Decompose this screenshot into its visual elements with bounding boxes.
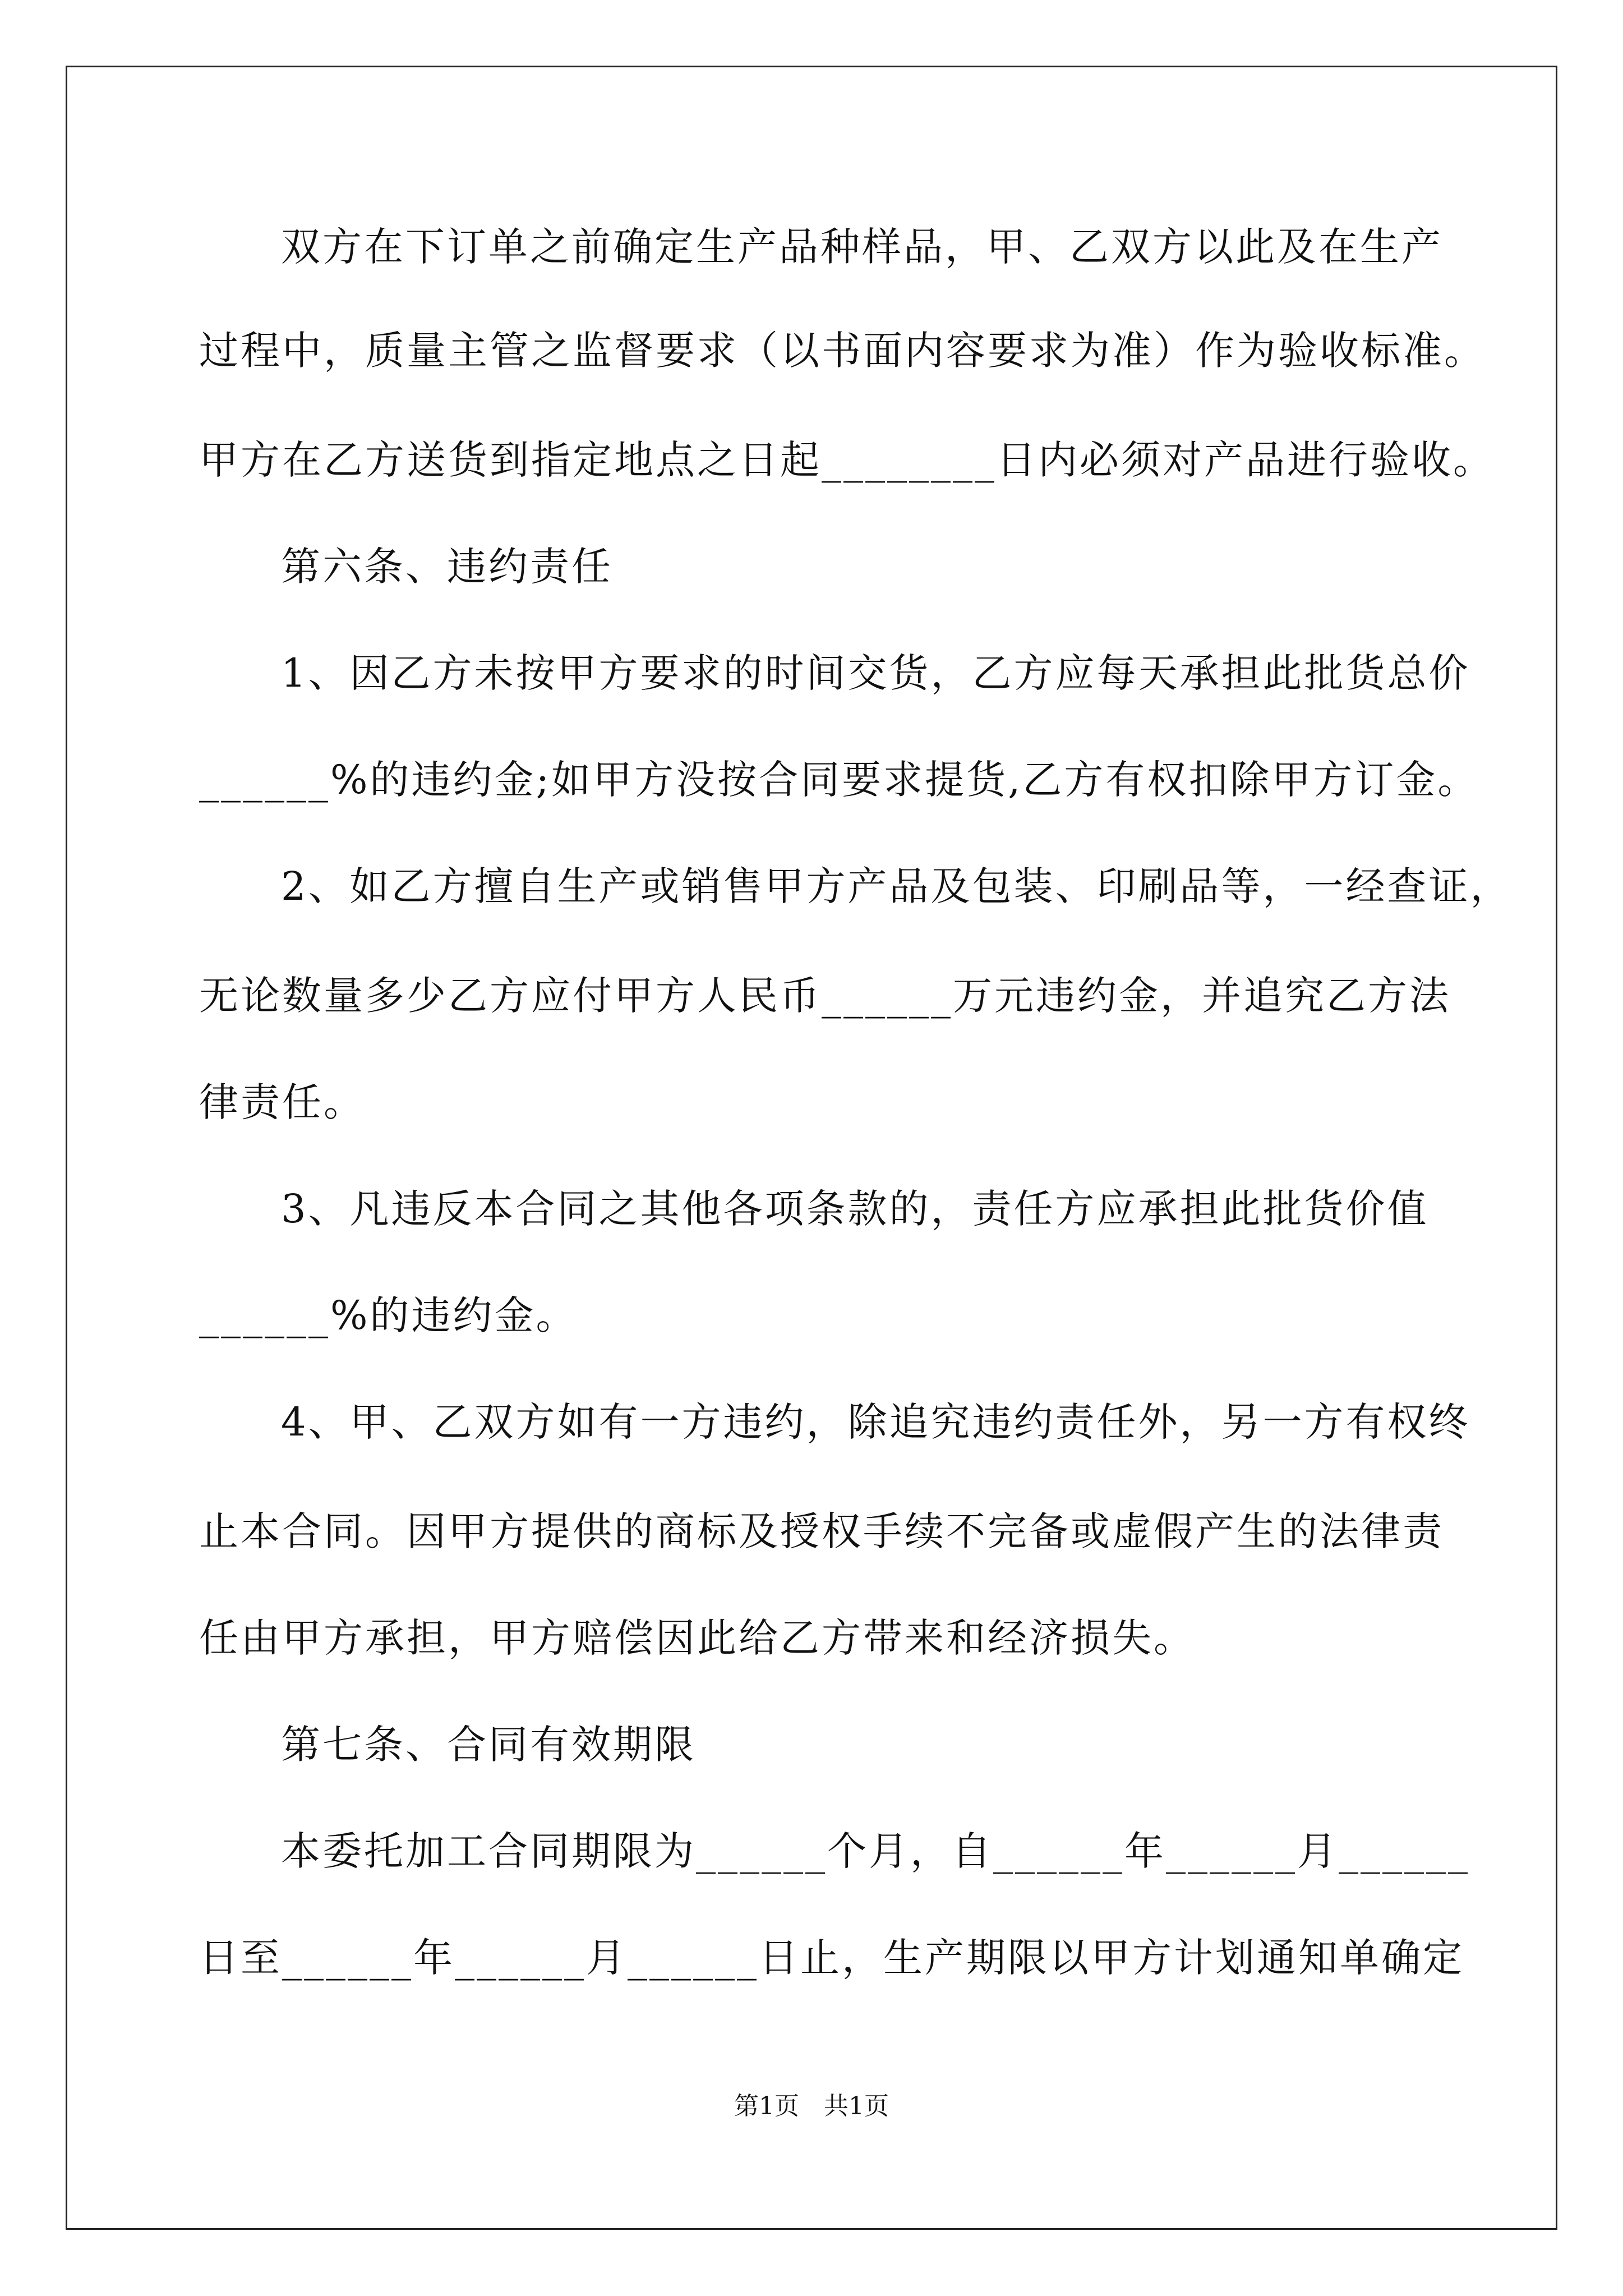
paragraph-line: 3、凡违反本合同之其他各项条款的，责任方应承担此批货价值 [281, 1186, 1429, 1232]
paragraph-line: 双方在下订单之前确定生产品种样品，甲、乙双方以此及在生产 [281, 224, 1443, 270]
paragraph-line: 日至______年______月______日止，生产期限以甲方计划通知单确定 [199, 1935, 1464, 1981]
section-heading: 第七条、合同有效期限 [281, 1722, 696, 1768]
paragraph-line: 1、因乙方未按甲方要求的时间交货，乙方应每天承担此批货总价 [281, 650, 1470, 696]
paragraph-line: 无论数量多少乙方应付甲方人民币______万元违约金，并追究乙方法 [199, 973, 1451, 1019]
paragraph-line: 止本合同。因甲方提供的商标及授权手续不完备或虚假产生的法律责 [199, 1508, 1444, 1554]
page-number-footer: 第1页 共1页 [734, 2092, 889, 2120]
paragraph-line: 任由甲方承担，甲方赔偿因此给乙方带来和经济损失。 [199, 1615, 1195, 1661]
section-heading: 第六条、违约责任 [281, 544, 613, 590]
paragraph-line: 4、甲、乙双方如有一方违约，除追究违约责任外，另一方有权终 [281, 1399, 1470, 1445]
page-border [66, 66, 1557, 2230]
paragraph-line: 过程中，质量主管之监督要求（以书面内容要求为准）作为验收标准。 [199, 328, 1486, 374]
paragraph-line: 本委托加工合同期限为______个月，自______年______月______ [281, 1828, 1470, 1874]
paragraph-line: ______%的违约金;如甲方没按合同要求提货,乙方有权扣除甲方订金。 [199, 757, 1479, 803]
paragraph-line: 律责任。 [199, 1079, 365, 1125]
paragraph-line: 甲方在乙方送货到指定地点之日起________日内必须对产品进行验收。 [199, 437, 1495, 483]
paragraph-line: ______%的违约金。 [199, 1292, 578, 1338]
paragraph-line: 2、如乙方擅自生产或销售甲方产品及包装、印刷品等，一经查证， [281, 863, 1512, 909]
